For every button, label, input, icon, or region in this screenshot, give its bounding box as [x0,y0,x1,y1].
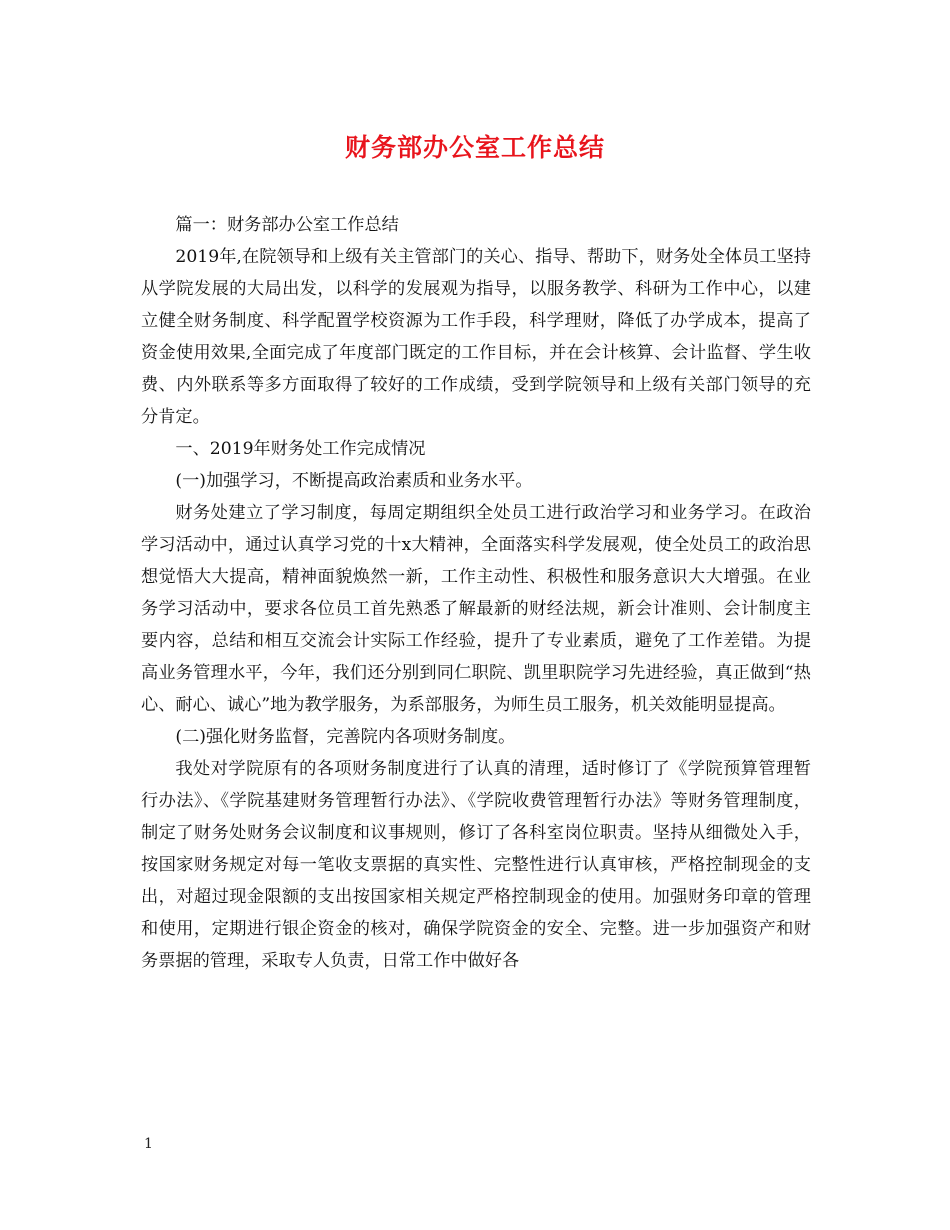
document-body [141,209,811,977]
paragraph: 财务处建立了学习制度，每周定期组织全处员工进行政治学习和业务学习。在政治学习活动中，通过认真学习党的十x大精神，全面落实科学发展观，使全处员工的政治思想觉悟大大提高，精神面貌焕然一新，工作主动性、积极性和服务意识大大增强。在业务学习活动中，要求各位员工首先熟悉了解最新的财经法规，新会计准则、会计制度主要内容，总结和相互交流会计实际工作经验，提升了专业素质，避免了工作差错。为提高业务管理水平，今年，我们还分别到同仁职院、凯里职院学习先进经验，真正做到“热心、耐心、诚心”地为教学服务，为系部服务，为师生员工服务，机关效能明显提高。 [141,503,811,715]
page-title: 财务部办公室工作总结 [344,133,605,162]
paragraph: 2019年,在院领导和上级有关主管部门的关心、指导、帮助下，财务处全体员工坚持从学院发展的大局出发，以科学的发展观为指导，以服务教学、科研为工作中心，以建立健全财务制度、科学配置学校资源为工作手段，科学理财，降低了办学成本，提高了资金使用效果,全面完成了年度部门既定的工作目标，并在会计核算、会计监督、学生收费、内外联系等多方面取得了较好的工作成绩，受到学院领导和上级有关部门领导的充分肯定。 [141,247,811,427]
page-number: 1 [144,1136,153,1152]
section-heading: 篇一：财务部办公室工作总结 [175,215,399,235]
subsection-heading: (二)强化财务监督，完善院内各项财务制度。 [175,727,516,747]
paragraph: 我处对学院原有的各项财务制度进行了认真的清理，适时修订了《学院预算管理暂行办法》、《学院基建财务管理暂行办法》、《学院收费管理暂行办法》等财务管理制度，制定了财务处财务会议制度和议事规则，修订了各科室岗位职责。坚持从细微处入手，按国家财务规定对每一笔收支票据的真实性、完整性进行认真审核，严格控制现金的支出，对超过现金限额的支出按国家相关规定严格控制现金的使用。加强财务印章的管理和使用，定期进行银企资金的核对，确保学院资金的安全、完整。进一步加强资产和财务票据的管理，采取专人负责，日常工作中做好各 [141,759,811,971]
subsection-heading: (一)加强学习，不断提高政治素质和业务水平。 [175,471,533,491]
section-heading: 一、2019年财务处工作完成情况 [175,439,426,459]
